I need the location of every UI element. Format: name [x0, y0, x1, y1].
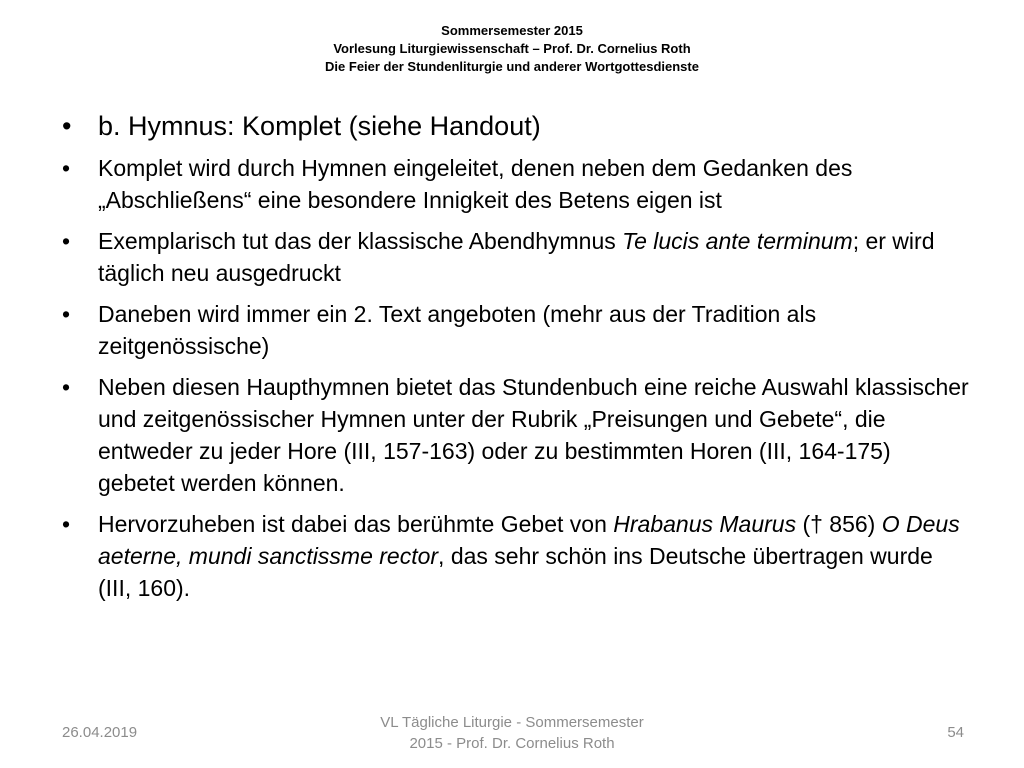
bullet-icon: • [62, 511, 71, 537]
bullet-item-abendhymnus [62, 225, 972, 289]
bullet-text-pre: Hervorzuheben ist dabei das berühmte Gebet von [98, 511, 614, 537]
hymn-title: Te lucis ante terminum [622, 228, 853, 254]
bullet-text-pre: Exemplarisch tut das der klassische Abendhymnus [98, 228, 623, 254]
bullet-text: b. Hymnus: Komplet (siehe Handout) [98, 111, 541, 141]
slide-footer [0, 712, 1024, 758]
footer-date: 26.04.2019 [62, 724, 138, 741]
bullet-text-post: ; er wird täglich neu ausgedruckt [98, 228, 935, 286]
bullet-icon: • [62, 228, 71, 254]
bullet-item-hrabanus-maurus [62, 508, 972, 604]
bullet-text-mid: († 856) [796, 511, 882, 537]
bullet-item-komplet-hymnen [62, 152, 972, 216]
header-topic: Die Feier der Stundenliturgie und anderer Wortgottesdienste [325, 59, 699, 74]
bullet-list [62, 108, 972, 604]
author-name: Hrabanus Maurus [613, 511, 797, 537]
bullet-icon: • [62, 155, 71, 181]
header-semester: Sommersemester 2015 [441, 23, 583, 38]
bullet-text: Neben diesen Haupthymnen bietet das Stundenbuch eine reiche Auswahl klassischer und zeitgenössischer Hymnen unter der Rubrik „Preisungen und Gebete“, die entweder zu jeder Hore (III, 157-163) oder zu bestimmten Horen (III, 164-175) gebetet werden können. [98, 374, 969, 496]
prayer-title: O Deus aeterne, mundi sanctissme rector [98, 511, 960, 569]
bullet-text: Komplet wird durch Hymnen eingeleitet, denen neben dem Gedanken des „Abschließens“ eine besondere Innigkeit des Betens eigen ist [98, 155, 853, 213]
footer-center-text [362, 712, 662, 754]
bullet-text: Daneben wird immer ein 2. Text angeboten (mehr aus der Tradition als zeitgenössische) [98, 301, 817, 359]
bullet-item-zweiter-text [62, 298, 972, 362]
header-lecture: Vorlesung Liturgiewissenschaft – Prof. Dr. Cornelius Roth [333, 41, 691, 56]
slide-header [0, 22, 1024, 76]
bullet-icon: • [62, 111, 72, 141]
bullet-text-post: , das sehr schön ins Deutsche übertragen wurde (III, 160). [98, 543, 933, 601]
footer-center-line2: 2015 - Prof. Dr. Cornelius Roth [409, 735, 615, 752]
bullet-icon: • [62, 301, 71, 327]
bullet-item-hymnus-komplet [62, 108, 972, 144]
footer-center-line1: VL Tägliche Liturgie - Sommersemester [380, 714, 644, 731]
bullet-item-haupthymnen [62, 371, 972, 499]
slide-content [62, 108, 972, 613]
bullet-icon: • [62, 374, 71, 400]
page-number: 54 [947, 724, 964, 741]
